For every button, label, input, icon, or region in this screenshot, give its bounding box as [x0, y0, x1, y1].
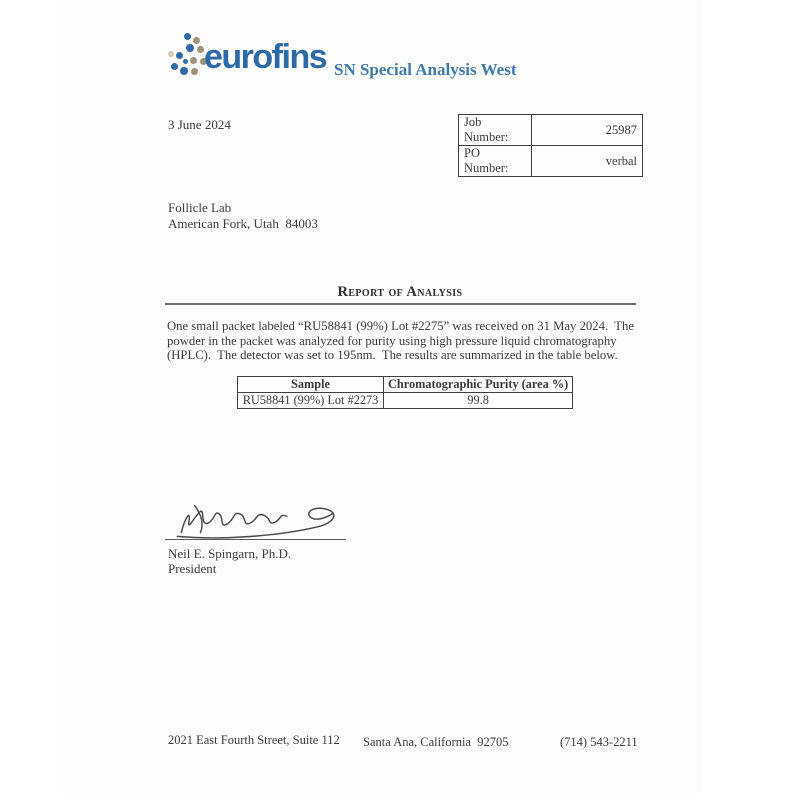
sample-column-header: Sample — [238, 377, 384, 393]
table-row — [459, 115, 643, 146]
signature-line — [165, 539, 346, 540]
results-table — [237, 376, 573, 409]
job-number-label: Job Number: — [459, 115, 532, 146]
signatory-block — [168, 546, 291, 576]
recipient-name: Follicle Lab — [168, 200, 232, 215]
po-number-label: PO Number: — [459, 146, 532, 177]
footer-city-state-zip: Santa Ana, California 92705 — [363, 735, 509, 749]
report-body-paragraph: One small packet labeled “RU58841 (99%) Lot #2275” was received on 31 May 2024. The powder in the packet was analyzed for purity using high pressure liquid chromatography (HPLC). The detector was set to 195nm. The results are summarized in the table below. — [167, 319, 638, 363]
footer-phone-number: (714) 543-2211 — [560, 735, 638, 749]
recipient-address — [168, 200, 318, 231]
title-divider — [165, 303, 636, 305]
signatory-title: President — [168, 561, 217, 576]
table-row — [459, 146, 643, 177]
po-number-value: verbal — [532, 146, 643, 177]
division-tagline: SN Special Analysis West — [334, 60, 517, 79]
footer-street-address: 2021 East Fourth Street, Suite 112 — [168, 733, 340, 747]
job-info-table — [458, 114, 643, 177]
page-title: Report of Analysis — [337, 284, 463, 300]
eurofins-brand-text: eurofins — [204, 38, 327, 76]
purity-cell: 99.8 — [384, 393, 573, 409]
job-number-value: 25987 — [532, 115, 643, 146]
document-date: 3 June 2024 — [168, 117, 231, 132]
signatory-name: Neil E. Spingarn, Ph.D. — [168, 546, 292, 561]
table-header-row — [238, 377, 573, 393]
sample-cell: RU58841 (99%) Lot #2273 — [238, 393, 384, 409]
purity-column-header: Chromatographic Purity (area %) — [384, 377, 573, 393]
table-row — [238, 393, 573, 409]
recipient-city: American Fork, Utah 84003 — [168, 215, 318, 231]
